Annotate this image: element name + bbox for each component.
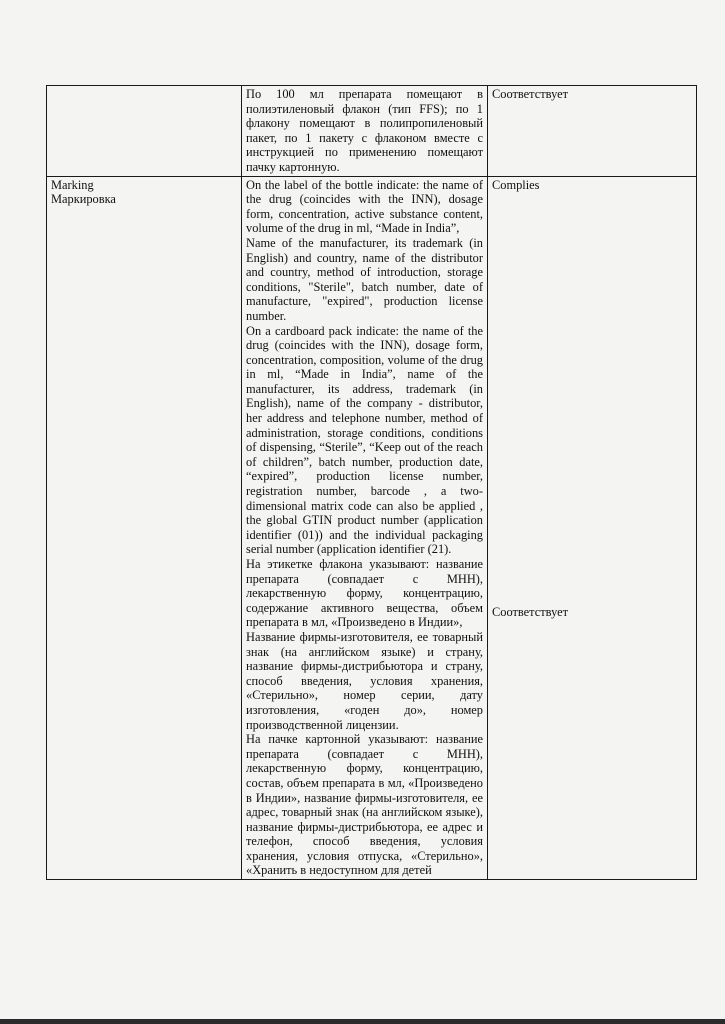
marking-en-manufacturer: Name of the manufacturer, its trademark (in English) and country, name of the distributor and country, method of introduction, storage conditions, "Sterile", batch number, date of manufacture, "expired", production license number. (246, 235, 483, 323)
marking-ru-pack: На пачке картонной указывают: название препарата (совпадает с МНН), лекарственную форму, концентрацию, состав, объем препарата в мл, «Произведено в Индии», название фирмы-изготовителя, ее адрес, товарный знак (на английском языке), название фирмы-дистрибьютора, ее адрес и телефон, способ введения, условия хранения, условия отпуска, «Стерильно», «Хранить в недоступном для детей (246, 732, 483, 878)
scan-edge (0, 1019, 725, 1024)
table-row-packaging (47, 86, 697, 177)
row2-result-ru: Соответствует (492, 605, 569, 620)
marking-en-label: On the label of the bottle indicate: the name of the drug (coincides with the INN), dosage form, concentration, active substance content, volume of the drug in ml, “Made in India”, (246, 177, 483, 236)
parameter-en: Marking (51, 177, 94, 192)
table-row-marking (47, 176, 697, 880)
marking-ru-label: На этикетке флакона указывают: название препарата (совпадает с МНН), лекарственную форму, концентрацию, содержание активного вещества, объем препарата в мл, «Произведено в Индии», (246, 557, 483, 630)
row1-result: Соответствует (492, 87, 569, 101)
row2-requirement-cell (242, 176, 488, 880)
row2-result-en: Complies (492, 177, 540, 192)
row1-result-cell (488, 86, 697, 177)
row1-requirement-cell (242, 86, 488, 177)
row1-parameter-cell (47, 86, 242, 177)
marking-en-pack: On a cardboard pack indicate: the name of the drug (coincides with the INN), dosage form, concentration, composition, volume of the drug in ml, “Made in India”, name of the manufacturer, its address, trademark (in English), name of the company - distributor, her address and telephone number, method of administration, storage conditions, conditions of dispensing, “Sterile”, “Keep out of the reach of children”, batch number, production date, “expired”, production license number, registration number, barcode , a two-dimensional matrix code can also be applied , the global GTIN product number (application identifier (01)) and the individual packaging serial number (application identifier (21). (246, 323, 483, 557)
row2-parameter-cell (47, 176, 242, 880)
result-spacer (492, 192, 692, 605)
row2-result-cell (488, 176, 697, 880)
marking-ru-manufacturer: Название фирмы-изготовителя, ее товарный знак (на английском языке) и страну, название фирмы-дистрибьютора и страну, способ введения, условия хранения, «Стерильно», номер серии, дату изготовления, «годен до», номер производственной лицензии. (246, 629, 483, 732)
parameter-ru: Маркировка (51, 192, 116, 207)
packaging-text: По 100 мл препарата помещают в полиэтиленовый флакон (тип FFS); по 1 флакону помещают в полипропиленовый пакет, по 1 пакету с флаконом вместе с инструкцией по применению помещают пачку картонную. (246, 87, 483, 174)
specification-table (46, 85, 697, 880)
